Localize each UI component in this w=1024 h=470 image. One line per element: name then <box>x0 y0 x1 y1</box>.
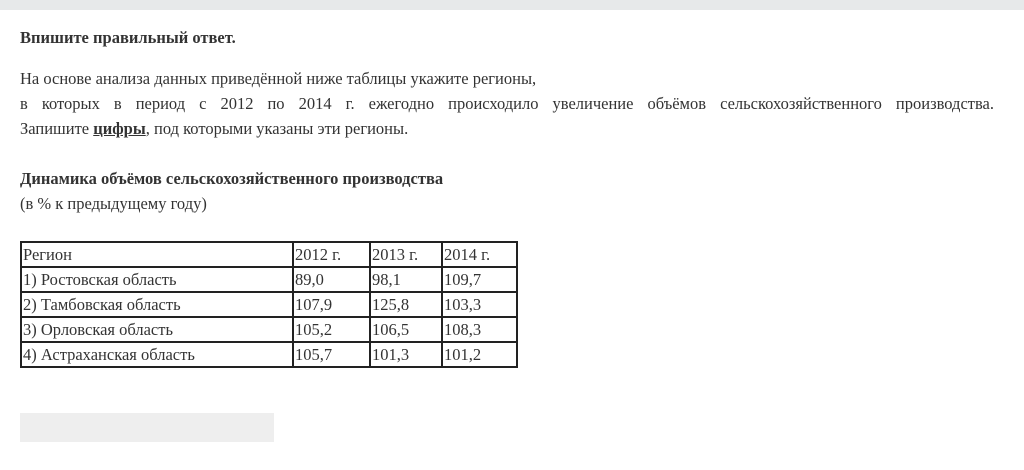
header-cell-region: Регион <box>21 242 293 267</box>
table-cell-value: 108,3 <box>442 317 517 342</box>
table-cell-value: 105,2 <box>293 317 370 342</box>
answer-input[interactable] <box>20 413 274 442</box>
table-cell-region: 3) Орловская область <box>21 317 293 342</box>
table-cell-region: 2) Тамбовская область <box>21 292 293 317</box>
task-line-3-start: Запишите <box>20 119 94 138</box>
task-content <box>20 26 994 368</box>
task-text <box>20 66 994 141</box>
header-cell-2013: 2013 г. <box>370 242 442 267</box>
table-header-row <box>21 242 517 267</box>
task-line-1: На основе анализа данных приведённой ниже таблицы укажите регионы, <box>20 69 537 88</box>
table-cell-value: 107,9 <box>293 292 370 317</box>
table-cell-value: 105,7 <box>293 342 370 367</box>
data-table <box>20 241 518 368</box>
task-line-3-end: , под которыми указаны эти регионы. <box>145 119 409 138</box>
table-cell-value: 106,5 <box>370 317 442 342</box>
table-cell-value: 98,1 <box>370 267 442 292</box>
table-row <box>21 267 517 292</box>
header-cell-2014: 2014 г. <box>442 242 517 267</box>
table-cell-value: 125,8 <box>370 292 442 317</box>
table-cell-value: 101,2 <box>442 342 517 367</box>
table-cell-value: 89,0 <box>293 267 370 292</box>
table-row <box>21 292 517 317</box>
table-caption <box>20 166 994 216</box>
task-line-3 <box>20 116 994 141</box>
table-title: Динамика объёмов сельскохозяйственного производства <box>20 169 444 188</box>
top-bar <box>0 0 1024 10</box>
header-cell-2012: 2012 г. <box>293 242 370 267</box>
table-subtitle: (в % к предыдущему году) <box>20 194 207 213</box>
task-keyword: цифры <box>93 119 146 138</box>
table-row <box>21 342 517 367</box>
table-cell-value: 103,3 <box>442 292 517 317</box>
table-cell-value: 101,3 <box>370 342 442 367</box>
table-cell-region: 1) Ростовская область <box>21 267 293 292</box>
table-row <box>21 317 517 342</box>
task-line-2: в которых в период с 2012 по 2014 г. ежегодно происходило увеличение объёмов сельскохозяйственного производства. <box>20 94 994 113</box>
table-cell-value: 109,7 <box>442 267 517 292</box>
table-cell-region: 4) Астраханская область <box>21 342 293 367</box>
instruction: Впишите правильный ответ. <box>20 28 236 47</box>
